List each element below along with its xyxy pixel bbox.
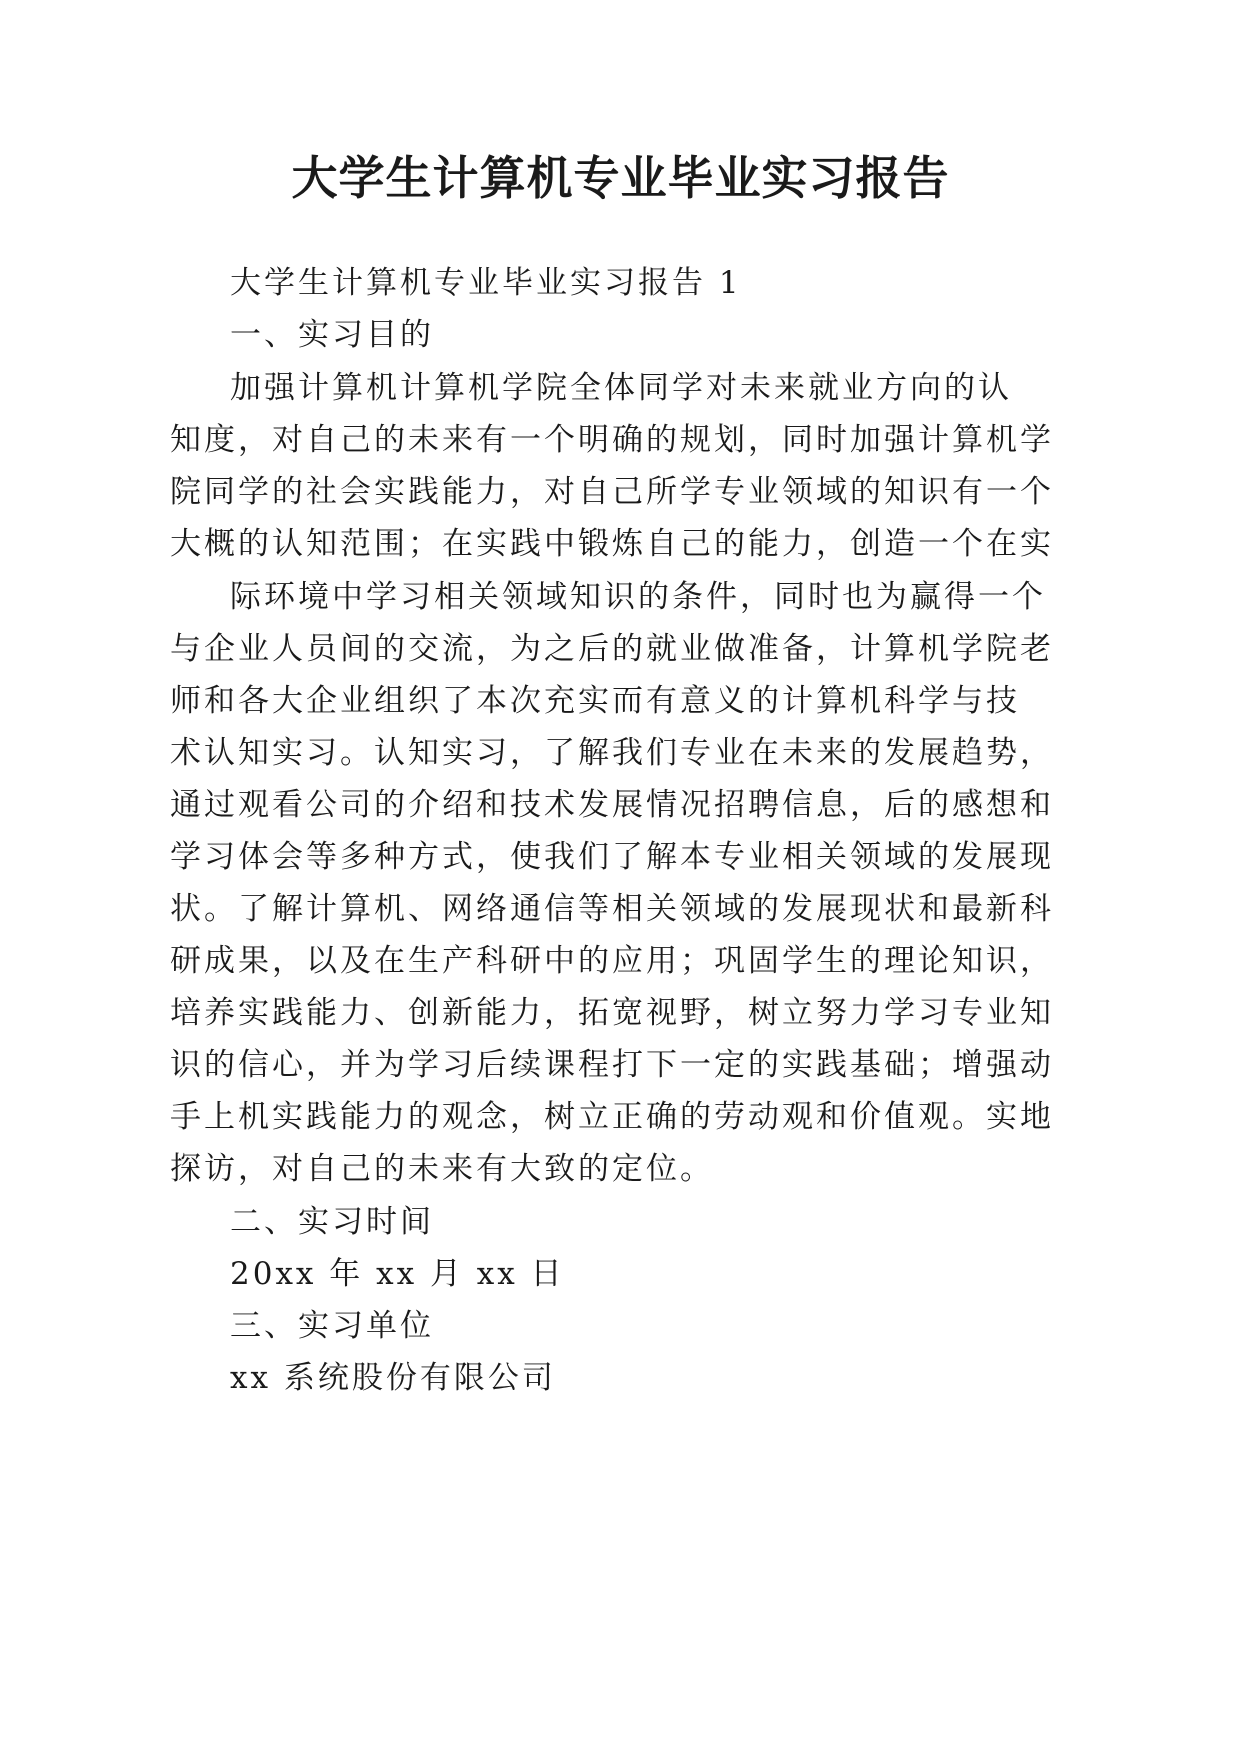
report-subtitle: 大学生计算机专业毕业实习报告 1 bbox=[230, 265, 742, 301]
paragraph-line: 师和各大企业组织了本次充实而有意义的计算机科学与技 bbox=[170, 683, 1020, 719]
paragraph-line: 加强计算机计算机学院全体同学对未来就业方向的认 bbox=[230, 370, 1012, 406]
document-title: 大学生计算机专业毕业实习报告 bbox=[291, 151, 950, 205]
paragraph-line: 与企业人员间的交流，为之后的就业做准备，计算机学院老 bbox=[170, 631, 1054, 667]
paragraph-line: 大概的认知范围；在实践中锻炼自己的能力，创造一个在实 bbox=[170, 526, 1054, 562]
paragraph-line: 术认知实习。认知实习，了解我们专业在未来的发展趋势， bbox=[170, 735, 1054, 771]
paragraph-line: 培养实践能力、创新能力，拓宽视野，树立努力学习专业知 bbox=[170, 995, 1054, 1031]
paragraph-line: 学习体会等多种方式，使我们了解本专业相关领域的发展现 bbox=[170, 839, 1054, 875]
internship-company: xx 系统股份有限公司 bbox=[230, 1360, 556, 1396]
paragraph-line: 知度，对自己的未来有一个明确的规划，同时加强计算机学 bbox=[170, 422, 1054, 458]
paragraph-line: 研成果，以及在生产科研中的应用；巩固学生的理论知识， bbox=[170, 943, 1054, 979]
paragraph-line: 通过观看公司的介绍和技术发展情况招聘信息，后的感想和 bbox=[170, 787, 1054, 823]
paragraph-line: 状。了解计算机、网络通信等相关领域的发展现状和最新科 bbox=[170, 891, 1054, 927]
section-heading-company: 三、实习单位 bbox=[230, 1308, 434, 1344]
paragraph-line: 院同学的社会实践能力，对自己所学专业领域的知识有一个 bbox=[170, 474, 1054, 510]
section-heading-time: 二、实习时间 bbox=[230, 1204, 434, 1240]
paragraph-line: 探访，对自己的未来有大致的定位。 bbox=[170, 1151, 714, 1187]
internship-date: 20xx 年 xx 月 xx 日 bbox=[230, 1256, 565, 1292]
paragraph-line: 手上机实践能力的观念，树立正确的劳动观和价值观。实地 bbox=[170, 1099, 1054, 1135]
paragraph-line: 识的信心，并为学习后续课程打下一定的实践基础；增强动 bbox=[170, 1047, 1054, 1083]
section-heading-purpose: 一、实习目的 bbox=[230, 317, 434, 353]
paragraph-line: 际环境中学习相关领域知识的条件，同时也为赢得一个 bbox=[230, 579, 1046, 615]
